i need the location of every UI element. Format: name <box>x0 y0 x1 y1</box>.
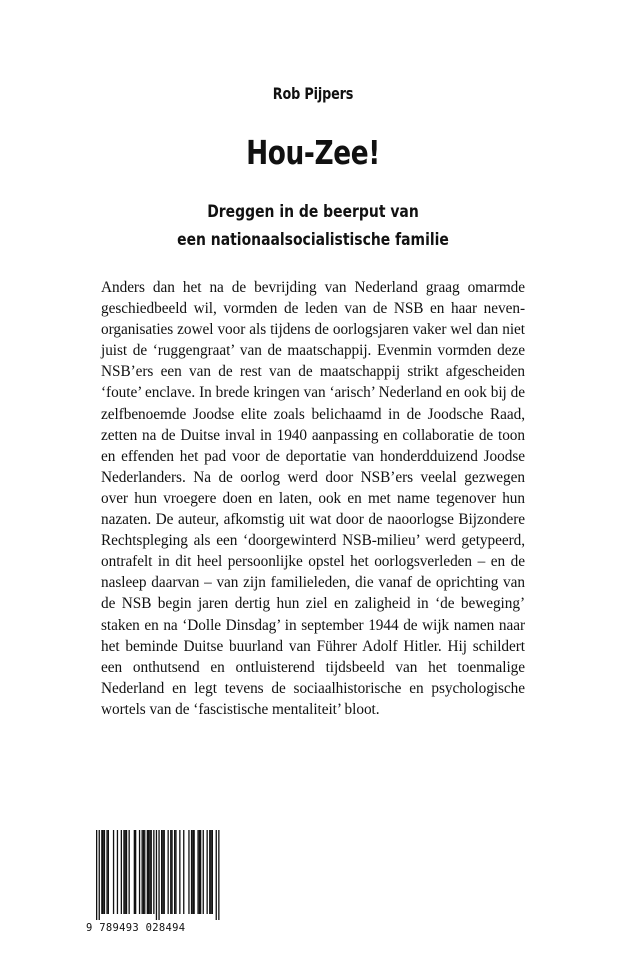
barcode-bar <box>151 830 152 914</box>
barcode-bar <box>144 830 145 914</box>
barcode-bar <box>129 830 130 914</box>
book-title: Hou-Zee! <box>246 133 380 172</box>
barcode-bar <box>164 830 165 914</box>
barcode-bar <box>117 830 118 914</box>
barcode-bar <box>183 830 184 914</box>
barcode-bar <box>108 830 109 914</box>
barcode-bar <box>135 830 136 914</box>
barcode-bar <box>113 830 114 914</box>
barcode-bar <box>134 830 135 914</box>
barcode-bar <box>106 830 107 914</box>
barcode-bar <box>203 830 204 914</box>
barcode-bar <box>194 830 195 914</box>
barcode-bar <box>207 830 208 914</box>
barcode-bar <box>103 830 104 914</box>
barcode-bar <box>188 830 189 914</box>
barcode-bar <box>156 830 157 920</box>
book-subtitle <box>56 198 569 254</box>
barcode-bar <box>168 830 169 914</box>
barcode-bar <box>192 830 193 914</box>
barcode-bar <box>148 830 149 914</box>
barcode-bar <box>153 830 154 914</box>
barcode-bar <box>125 830 126 914</box>
isbn-digits: 9 789493 028494 <box>86 922 186 934</box>
barcode-bar <box>191 830 192 914</box>
barcode-bar <box>216 830 217 920</box>
barcode-bar <box>197 830 198 914</box>
isbn-barcode <box>86 830 226 932</box>
barcode-bars <box>86 830 226 920</box>
barcode-bar <box>209 830 210 914</box>
barcode-bar <box>158 830 159 920</box>
barcode-bar <box>179 830 180 914</box>
barcode-bar <box>175 830 176 914</box>
barcode-bar <box>174 830 175 914</box>
barcode-bar <box>123 830 124 914</box>
barcode-bar <box>101 830 102 914</box>
barcode-bar <box>171 830 172 914</box>
subtitle-line-2: een nationaalsocialistische familie <box>177 230 449 250</box>
subtitle-line-1: Dreggen in de beerput van <box>207 202 419 222</box>
barcode-bar <box>170 830 171 914</box>
barcode-bar <box>149 830 150 914</box>
barcode-bar <box>162 830 163 914</box>
back-cover-blurb: Anders dan het na de bevrijding van Nederland graag omarmde geschiedbeeld wil, vormden de leden van de NSB en haar neven-organisaties zowel voor als tijdens de oorlogsjaren vaker wel dan niet juist de ‘ruggengraat’ van de maatschappij. Evenmin vormden deze NSB’ers een van de rest van de maatschappij strikt afgescheiden ‘foute’ enclave. In brede kringen van ‘arisch’ Nederland en ook bij de zelfbenoemde Joodse elite zoals belichaamd in de Joodsche Raad, zetten na de Duitse inval in 1940 aanpassing en collaboratie de toon en effenden het pad voor de deportatie van honderdduizend Joodse Nederlanders. Na de oorlog werd door NSB’ers veelal gezwegen over hun vroegere doen en laten, ook en met name tegenover hun nazaten. De auteur, afkomstig uit wat door de naoorlogse Bijzondere Rechtspleging als een ‘doorgewinterd NSB-milieu’ werd getypeerd, ontrafelt in dit heel persoonlijke opstel het oorlogsverleden – en de nasleep daarvan – van zijn familieleden, die vanaf de oprichting van de NSB begin jaren dertig hun ziel en zaligheid in ‘de beweging’ staken en na ‘Dolle Dinsdag’ in september 1944 de wijk namen naar het beminde Duitse buurland van Führer Adolf Hitler. Hij schildert een onthutsend en ontluisterend tijdsbeeld van het toenmalige Nederland en legt tevens de sociaalhistorische en psychologische wortels van de ‘fascistische mentaliteit’ bloot. <box>101 279 525 718</box>
barcode-bar <box>143 830 144 914</box>
barcode-bar <box>200 830 201 914</box>
barcode-bar <box>139 830 140 914</box>
barcode-bar <box>96 830 97 920</box>
barcode-bar <box>142 830 143 914</box>
barcode-bar <box>99 830 100 920</box>
barcode-bar <box>212 830 213 914</box>
barcode-bar <box>210 830 211 914</box>
author-name: Rob Pijpers <box>272 84 354 103</box>
barcode-bar <box>121 830 122 914</box>
barcode-bar <box>126 830 127 914</box>
barcode-bar <box>218 830 219 920</box>
barcode-bar <box>104 830 105 914</box>
barcode-bar <box>199 830 200 914</box>
barcode-bar <box>161 830 162 914</box>
barcode-bar <box>147 830 148 914</box>
